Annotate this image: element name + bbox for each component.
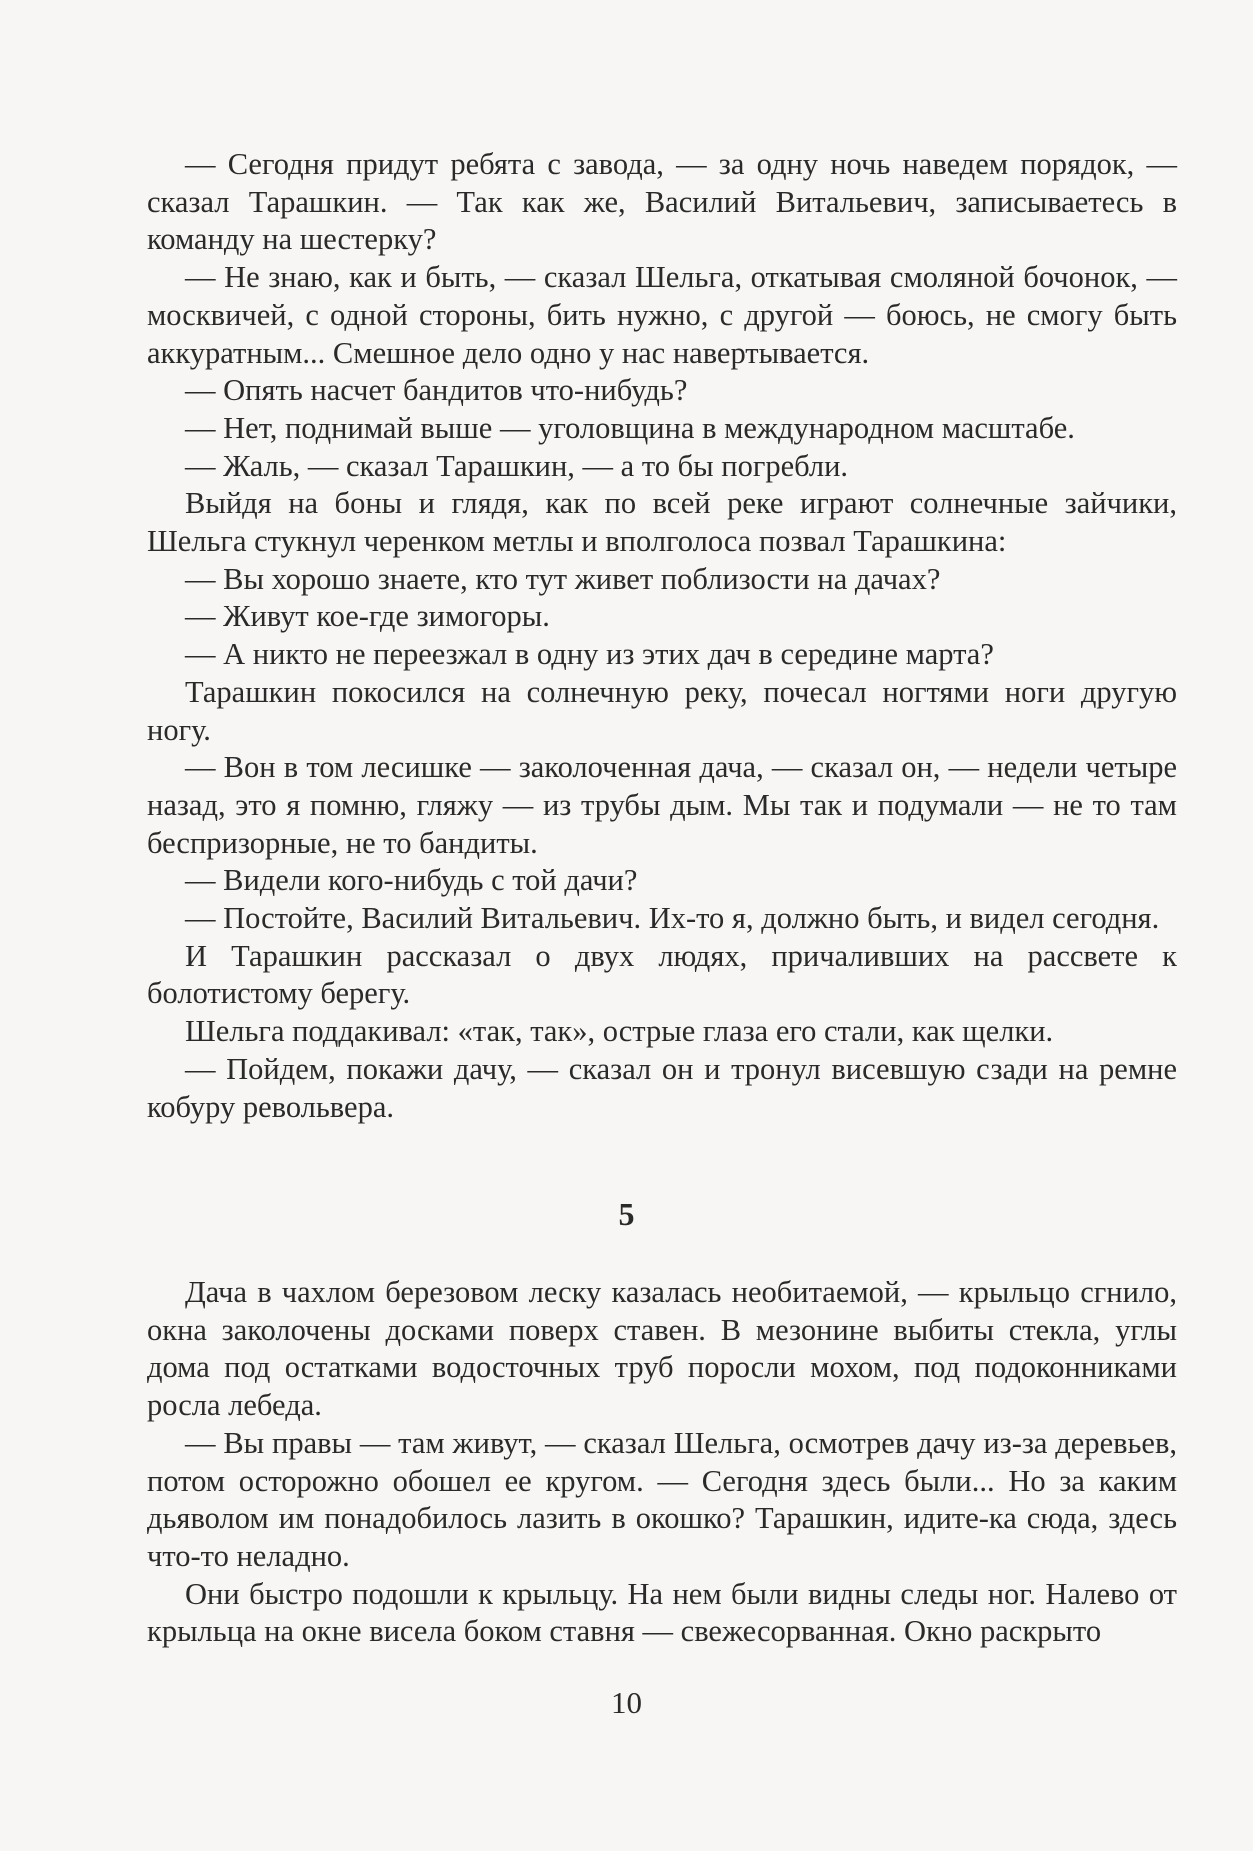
paragraph: И Тарашкин рассказал о двух людях, причаливших на рассвете к болотистому берегу. <box>147 938 1177 1011</box>
text-block-top <box>147 146 1177 1126</box>
paragraph: Тарашкин покосился на солнечную реку, почесал ногтями ноги другую ногу. <box>147 674 1177 747</box>
paragraph: — Вы хорошо знаете, кто тут живет поблизости на дачах? <box>185 561 941 596</box>
paragraph: Шельга поддакивал: «так, так», острые глаза его стали, как щелки. <box>185 1014 1054 1049</box>
paragraph: — А никто не переезжал в одну из этих дач в середине марта? <box>185 637 994 672</box>
paragraph: — Видели кого-нибудь с той дачи? <box>185 863 638 898</box>
paragraph: — Вы правы — там живут, — сказал Шельга, осмотрев дачу из-за деревьев, потом осторожно обошел ее кругом. — Сегодня здесь были... Но за каким дьяволом им понадобилось лазить в окошко? Тарашкин, идите-ка сюда, здесь что-то неладно. <box>147 1425 1177 1573</box>
paragraph: — Пойдем, покажи дачу, — сказал он и тронул висевшую сзади на ремне кобуру револьвера. <box>147 1051 1177 1124</box>
paragraph: — Сегодня придут ребята с завода, — за одну ночь наведем порядок, — сказал Тарашкин. — Так как же, Василий Витальевич, записываетесь в команду на шестерку? <box>147 147 1177 257</box>
paragraph: — Живут кое-где зимогоры. <box>185 599 550 634</box>
chapter-number: 5 <box>618 1196 635 1232</box>
paragraph: — Не знаю, как и быть, — сказал Шельга, откатывая смоляной бочонок, — москвичей, с одной стороны, бить нужно, с другой — боюсь, не смогу быть аккуратным... Смешное дело одно у нас навертывается. <box>147 260 1177 370</box>
paragraph: — Постойте, Василий Витальевич. Их-то я, должно быть, и видел сегодня. <box>185 901 1160 936</box>
text-block-bottom <box>147 1274 1177 1651</box>
paragraph: — Вон в том лесишке — заколоченная дача, — сказал он, — недели четыре назад, это я помню, гляжу — из трубы дым. Мы так и подумали — не то там беспризорные, не то бандиты. <box>147 750 1177 860</box>
paragraph: Они быстро подошли к крыльцу. На нем были видны следы ног. Налево от крыльца на окне висела боком ставня — свежесорванная. Окно раскрыто <box>147 1576 1177 1649</box>
paragraph: Выйдя на боны и глядя, как по всей реке играют солнечные зайчики, Шельга стукнул черенком метлы и вполголоса позвал Тарашкина: <box>147 486 1177 559</box>
page-number: 10 <box>611 1685 642 1720</box>
paragraph: Дача в чахлом березовом леску казалась необитаемой, — крыльцо сгнило, окна заколочены досками поверх ставен. В мезонине выбиты стекла, углы дома под остатками водосточных труб поросли мохом, под подоконниками росла лебеда. <box>147 1275 1177 1423</box>
paragraph: — Жаль, — сказал Тарашкин, — а то бы погребли. <box>185 448 849 483</box>
paragraph: — Опять насчет бандитов что-нибудь? <box>185 373 688 408</box>
paragraph: — Нет, поднимай выше — уголовщина в международном масштабе. <box>185 410 1075 445</box>
